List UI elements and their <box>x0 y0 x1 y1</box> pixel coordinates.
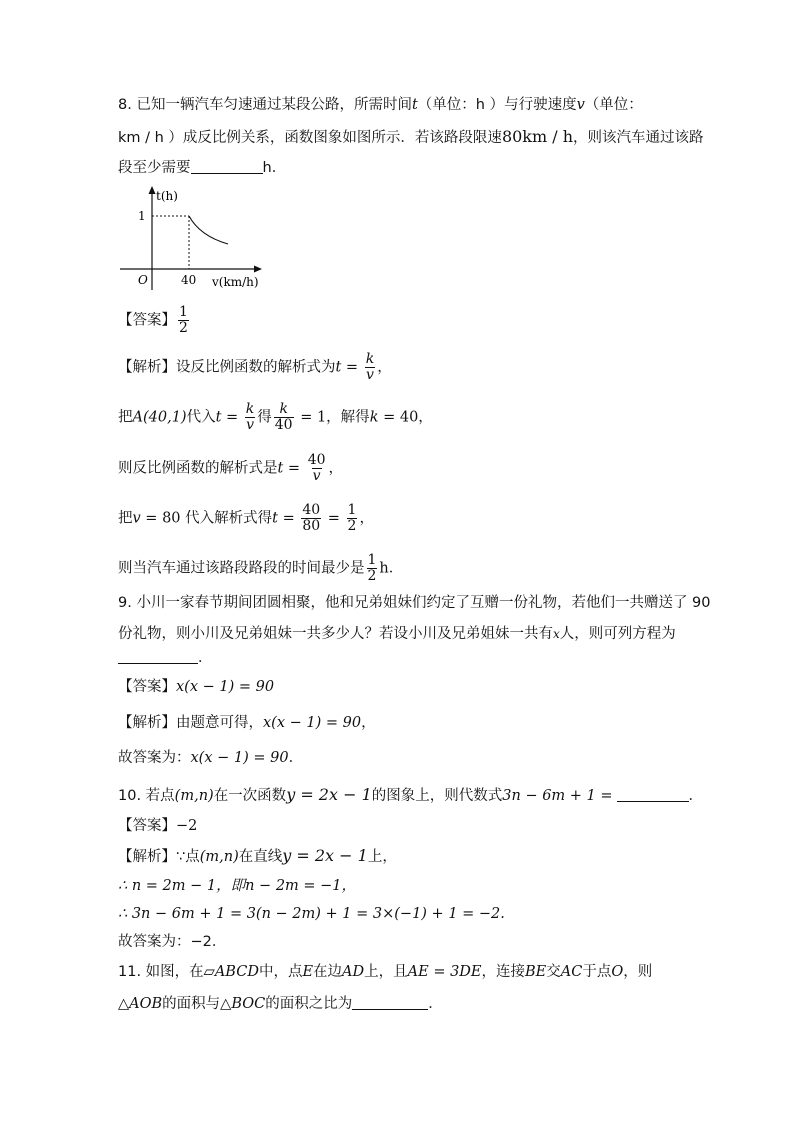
punct: ． <box>428 996 443 1012</box>
equals: = <box>283 460 305 477</box>
linear-function: y = 2x − 1 <box>286 785 372 804</box>
q9-answer <box>118 677 274 697</box>
q9-conclusion <box>118 748 303 768</box>
punct: ， <box>328 460 344 477</box>
q8-text: （单位： <box>584 97 643 113</box>
denominator: 80 <box>302 518 321 534</box>
y-axis-label: t(h) <box>156 189 178 203</box>
q9-text: 9. 小川一家春节期间团圆相聚，他和兄弟姐妹们约定了互赠一份礼物，若他们一共赠送了 90 <box>118 595 711 611</box>
q10-text: 的图象上，则代数式 <box>371 788 503 804</box>
q8-analysis-4 <box>118 503 374 534</box>
q10-analysis-2 <box>118 876 356 896</box>
y-tick-label: 1 <box>138 209 146 223</box>
punct: ． <box>688 788 704 804</box>
q11-text: 上，且 <box>364 964 408 980</box>
numerator: 1 <box>347 502 357 518</box>
segment-AC: AC <box>560 964 583 980</box>
fraction-1-2 <box>347 503 358 534</box>
punct: ． <box>288 750 304 766</box>
punct: ． <box>198 650 213 666</box>
q8-analysis-3 <box>118 453 343 484</box>
answer-blank <box>352 995 428 1010</box>
equation: x(x − 1) = 90 <box>190 750 289 766</box>
numerator: k <box>245 401 255 417</box>
q8-text: h． <box>262 160 287 176</box>
q11-text: 在边 <box>313 964 343 980</box>
analysis-tag: 【解析】 <box>118 849 176 865</box>
q9-text: 人，则可列方程为 <box>559 626 676 642</box>
answer-tag: 【答案】 <box>118 312 176 329</box>
equals: = <box>341 359 363 376</box>
q11-text: ，连接 <box>481 964 526 980</box>
q8-line-2 <box>118 127 704 148</box>
q9-analysis <box>118 713 376 733</box>
speed-limit: 80km / h <box>501 127 574 146</box>
punct: ， <box>359 510 374 527</box>
q8-answer <box>118 305 191 336</box>
analysis-text: = 40， <box>378 409 433 426</box>
triangle-BOC: △BOC <box>220 996 266 1012</box>
q8-line-3 <box>118 158 286 178</box>
var-t: t <box>272 510 278 527</box>
analysis-text: h． <box>379 560 404 577</box>
answer-value: −2 <box>176 818 198 834</box>
q8-analysis-5 <box>118 553 403 584</box>
point-E: E <box>302 964 314 980</box>
analysis-text: 得 <box>257 409 272 426</box>
analysis-text: 把 <box>118 510 133 527</box>
fraction-1-2 <box>367 553 378 584</box>
q8-text: 段至少需要 <box>118 160 191 176</box>
q9-line-3 <box>118 648 213 668</box>
analysis-step: ∴ n = 2m − 1，即n − 2m = −1， <box>118 878 357 894</box>
var-v: v <box>132 510 141 527</box>
equation: x(x − 1) = 90 <box>263 715 362 731</box>
q10-text: 10. 若点 <box>118 788 175 804</box>
punct: ， <box>377 359 392 376</box>
q8-text: km / h ）成反比例关系，函数图象如图所示．若该路段限速 <box>118 130 502 146</box>
q11-text: 于点 <box>582 964 612 980</box>
denominator: 40 <box>274 417 293 433</box>
expression: 3n − 6m + 1 = <box>502 788 613 804</box>
x-tick-label: 40 <box>181 273 197 287</box>
side-AD: AD <box>342 964 365 980</box>
q11-line-2 <box>118 994 443 1014</box>
var-x: x <box>553 627 560 641</box>
q8-analysis-1 <box>118 352 392 383</box>
denominator: 2 <box>179 320 188 336</box>
fraction-k-v <box>245 402 255 433</box>
answer-fraction <box>178 305 189 336</box>
origin-label: O <box>138 273 148 287</box>
numerator: 1 <box>367 552 377 568</box>
analysis-text: 则当汽车通过该路段路段的时间最少是 <box>118 560 365 577</box>
analysis-text: 把 <box>118 409 133 426</box>
var-v: v <box>576 97 585 113</box>
equals: = <box>277 510 300 527</box>
point-mn: (m,n) <box>174 788 214 804</box>
q8-text: ，则该汽车通过该路 <box>573 130 704 146</box>
denominator: v <box>312 468 321 484</box>
fraction-k-40 <box>274 402 294 433</box>
y-axis-arrow <box>149 186 156 194</box>
punct: ， <box>361 715 376 731</box>
q11-text: 的面积与 <box>162 996 221 1012</box>
q10-analysis-3 <box>118 904 505 924</box>
analysis-tag: 【解析】 <box>118 359 176 376</box>
answer-blank <box>118 649 198 664</box>
q11-text: ，则 <box>623 964 653 980</box>
var-t: t <box>335 359 342 376</box>
analysis-text: 上， <box>367 849 397 865</box>
analysis-text: 在直线 <box>238 849 283 865</box>
q8-analysis-2 <box>118 402 433 433</box>
ratio-AE-DE: AE = 3DE <box>407 964 482 980</box>
denominator: v <box>246 417 254 433</box>
answer-blank <box>191 159 263 174</box>
fraction-40-80 <box>301 503 321 534</box>
numerator: 40 <box>307 452 326 468</box>
inverse-proportion-graph <box>116 180 266 292</box>
q8-line-1 <box>118 95 643 115</box>
q10-answer <box>118 816 197 836</box>
denominator: 2 <box>367 568 377 584</box>
q10-line-1 <box>118 785 703 806</box>
analysis-text: 由题意可得， <box>176 715 263 731</box>
conclusion-text: 故答案为：−2． <box>118 934 227 950</box>
q9-text: 份礼物，则小川及兄弟姐妹一共多少人？若设小川及兄弟姐妹一共有 <box>118 626 553 642</box>
equals: = <box>323 510 345 527</box>
segment-BE: BE <box>525 964 547 980</box>
q11-text: 11. 如图，在 <box>118 964 204 980</box>
var-t: t <box>277 460 284 477</box>
fraction-k-v <box>365 352 375 383</box>
fraction-40-v <box>307 453 327 484</box>
analysis-tag: 【解析】 <box>118 715 176 731</box>
q11-text: 的面积之比为 <box>265 996 353 1012</box>
q9-line-2 <box>118 624 676 644</box>
q11-line-1 <box>118 962 652 982</box>
analysis-step: ∴ 3n − 6m + 1 = 3(n − 2m) + 1 = 3×(−1) + 1 = −2. <box>118 906 505 922</box>
analysis-text: ∵点 <box>176 849 200 865</box>
conclusion-text: 故答案为： <box>118 750 191 766</box>
analysis-text: 设反比例函数的解析式为 <box>176 359 336 376</box>
answer-tag: 【答案】 <box>118 679 176 695</box>
point-O: O <box>611 964 624 980</box>
x-axis-label: v(km/h) <box>212 275 259 289</box>
hyperbola-curve <box>189 216 228 244</box>
triangle-AOB: △AOB <box>118 996 163 1012</box>
var-k: k <box>369 409 379 426</box>
q10-analysis-1 <box>118 846 397 867</box>
q11-text: 中，点 <box>258 964 303 980</box>
numerator: k <box>365 351 375 367</box>
linear-function: y = 2x − 1 <box>282 846 368 865</box>
numerator: k <box>279 401 288 417</box>
answer-equation: x(x − 1) = 90 <box>176 679 275 695</box>
analysis-text: = 80 代入解析式得 <box>140 510 273 527</box>
denominator: 2 <box>347 518 357 534</box>
numerator: 40 <box>302 502 321 518</box>
var-t: t <box>215 409 222 426</box>
analysis-text: = 1，解得 <box>295 409 370 426</box>
analysis-text: 则反比例函数的解析式是 <box>118 460 278 477</box>
denominator: v <box>365 367 374 383</box>
q10-text: 在一次函数 <box>213 788 287 804</box>
parallelogram: ▱ABCD <box>203 964 259 980</box>
answer-tag: 【答案】 <box>118 818 176 834</box>
var-t: t <box>411 97 418 113</box>
q11-text: 交 <box>546 964 561 980</box>
equals: = <box>221 409 243 426</box>
q8-text: （单位：h ）与行驶速度 <box>417 97 577 113</box>
q10-conclusion <box>118 932 226 952</box>
analysis-text: 代入 <box>186 409 216 426</box>
point-mn: (m,n) <box>199 849 239 865</box>
answer-blank <box>617 787 689 802</box>
q9-line-1 <box>118 593 711 613</box>
x-axis-arrow <box>254 266 262 273</box>
point-A: A(40,1) <box>132 409 187 426</box>
q8-text: 8. 已知一辆汽车匀速通过某段公路，所需时间 <box>118 97 412 113</box>
numerator: 1 <box>179 304 188 320</box>
